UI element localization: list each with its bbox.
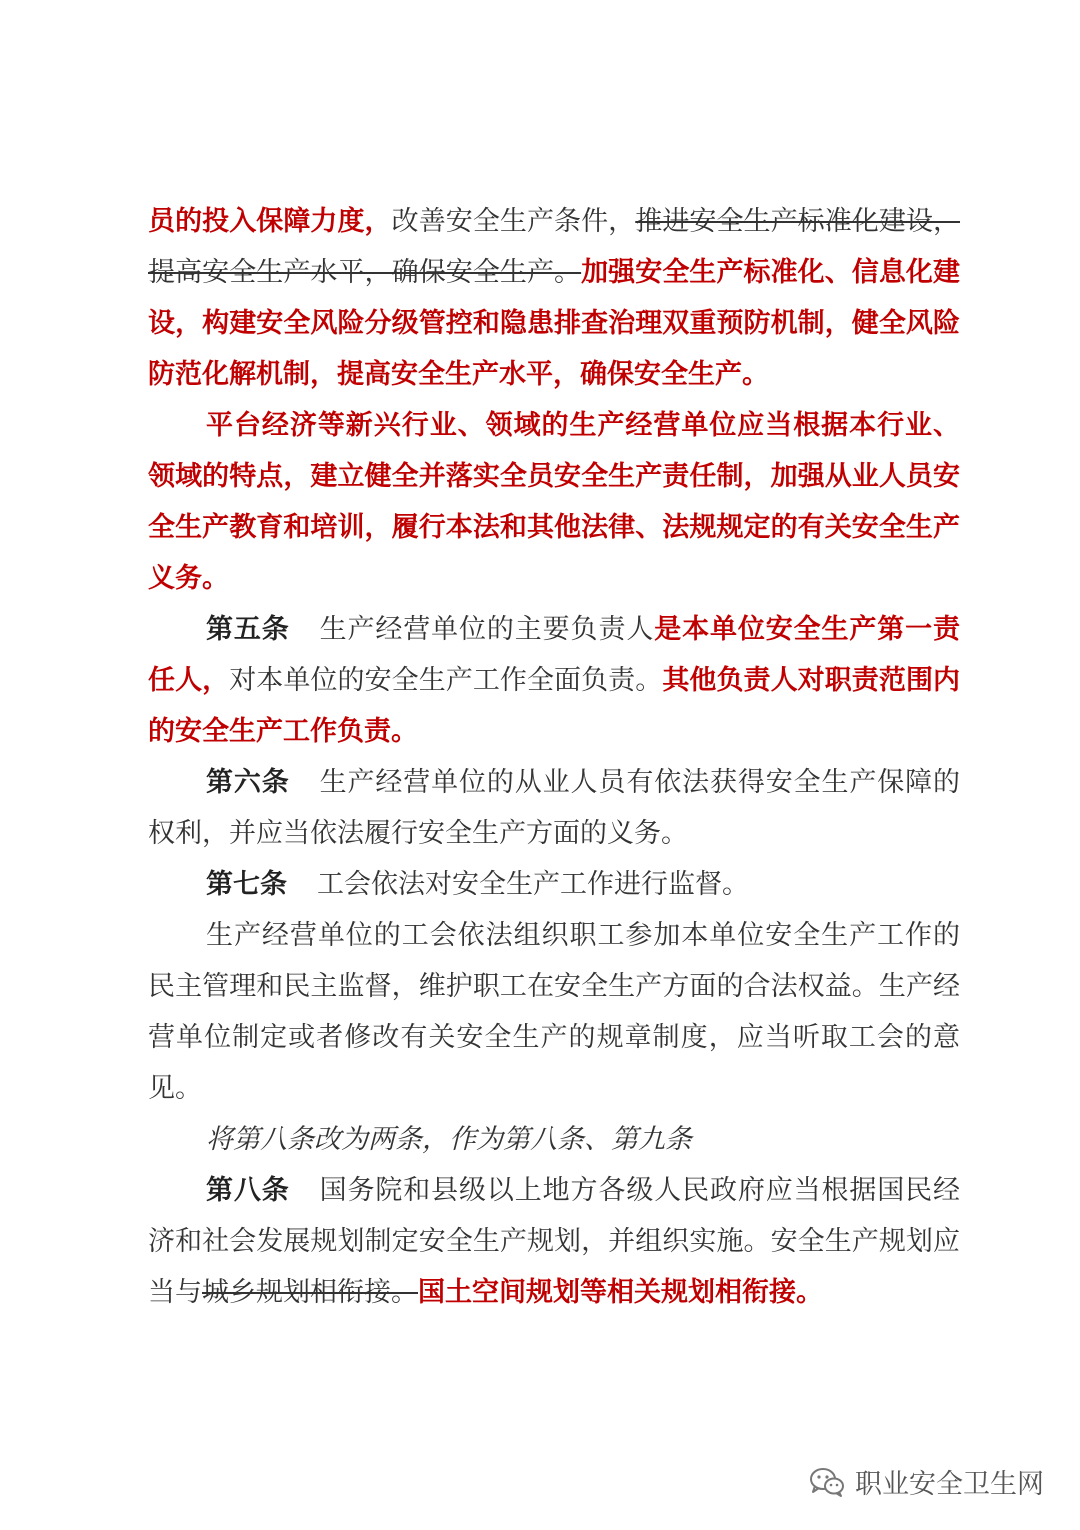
deleted-text: 推进安全生产标准化建设，提高安全生产水平，确保安全生产。: [148, 206, 961, 288]
document-body: [148, 196, 960, 1318]
article-7-paragraph-2: [148, 910, 960, 1114]
body-text: 改善安全生产条件，: [391, 206, 636, 237]
body-text: 生产经营单位的主要负责人: [319, 614, 655, 645]
body-text: 生产经营单位的工会依法组织职工参加本单位安全生产工作的民主管理和民主监督，维护职工在安全生产方面的合法权益。生产经营单位制定或者修改有关安全生产的规章制度，应当听取工会的意见。: [148, 920, 960, 1104]
article-heading: 第七条: [206, 869, 287, 900]
article-8: [148, 1165, 960, 1318]
body-text: 国务院和县级以上地方各级人民政府应当根据国民经济和社会发展规划制定安全生产规划，并组织实施。安全生产规划应当与: [148, 1175, 960, 1308]
added-text: 其他负责人对职责范围内的安全生产工作负责。: [148, 665, 961, 747]
deleted-text: 城乡规划相衔接。: [202, 1277, 418, 1308]
article-heading: 第六条: [206, 767, 290, 798]
article-7: [148, 859, 960, 910]
added-text: 员的投入保障力度，: [148, 206, 392, 237]
paragraph-1: [148, 196, 960, 400]
note-text: 将第八条改为两条，作为第八条、第九条: [206, 1124, 692, 1155]
editorial-note: [148, 1114, 960, 1165]
body-text: 工会依法对安全生产工作进行监督。: [317, 869, 749, 900]
added-text: 国土空间规划等相关规划相衔接。: [418, 1277, 823, 1308]
article-5: [148, 604, 960, 757]
added-text: 加强安全生产标准化、信息化建设，构建安全风险分级管控和隐患排查治理双重预防机制，健全风险防范化解机制，提高安全生产水平，确保安全生产。: [148, 257, 961, 390]
body-text: 生产经营单位的从业人员有依法获得安全生产保障的权利，并应当依法履行安全生产方面的义务。: [148, 767, 960, 849]
article-heading: 第五条: [206, 614, 290, 645]
added-text: 是本单位安全生产第一责任人，: [148, 614, 961, 696]
body-text: 对本单位的安全生产工作全面负责。: [229, 665, 663, 696]
watermark: [809, 1462, 1044, 1501]
wechat-icon: [809, 1466, 845, 1498]
article-heading: 第八条: [206, 1175, 290, 1206]
paragraph-2: [148, 400, 960, 604]
watermark-text: 职业安全卫生网: [855, 1469, 1044, 1500]
added-text: 平台经济等新兴行业、领域的生产经营单位应当根据本行业、领域的特点，建立健全并落实全员安全生产责任制，加强从业人员安全生产教育和培训，履行本法和其他法律、法规规定的有关安全生产义务。: [148, 410, 960, 594]
article-6: [148, 757, 960, 859]
